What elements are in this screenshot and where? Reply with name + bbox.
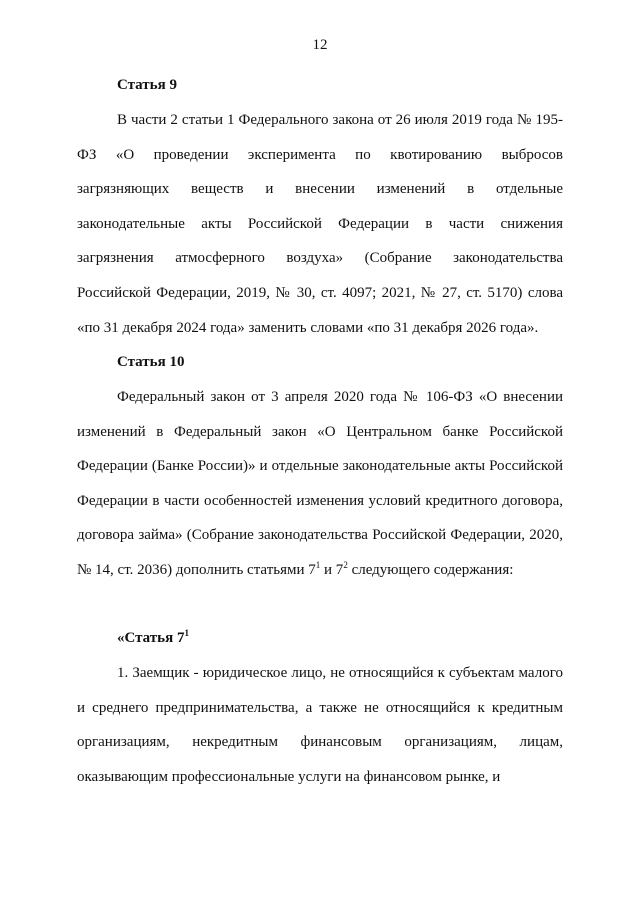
article-10-tail: следующего содержания: bbox=[347, 561, 514, 578]
article-7-1-heading-superscript: 1 bbox=[184, 628, 189, 638]
article-10-conjunction: и 7 bbox=[320, 561, 344, 578]
page-number: 12 bbox=[312, 37, 328, 53]
article-10-heading: Статья 10 bbox=[117, 354, 185, 370]
article-7-1-heading-text: «Статья 7 bbox=[117, 630, 185, 646]
article-7-1-paragraph: 1. Заемщик - юридическое лицо, не относящийся к субъектам малого и среднего предпринимательства, а также не относящийся к кредитным организациям, некредитным финансовым организациям, лицам, оказывающим профессиональные услуги на финансовом рынке, и bbox=[77, 665, 563, 785]
article-9-paragraph: В части 2 статьи 1 Федерального закона от 26 июля 2019 года № 195-ФЗ «О проведении эксперимента по квотированию выбросов загрязняющих веществ и внесении изменений в отдельные законодательные акты Российской Федерации в части снижения загрязнения атмосферного воздуха» (Собрание законодательства Российской Федерации, 2019, № 30, ст. 4097; 2021, № 27, ст. 5170) слова «по 31 декабря 2024 года» заменить словами «по 31 декабря 2026 года». bbox=[77, 112, 563, 336]
article-7-1-heading bbox=[117, 630, 189, 647]
article-7-1-superscript: 1 bbox=[315, 559, 321, 570]
article-10-paragraph bbox=[77, 380, 563, 588]
article-9-heading: Статья 9 bbox=[117, 77, 177, 93]
article-10-text: Федеральный закон от 3 апреля 2020 года № 106-ФЗ «О внесении изменений в Федеральный закон «О Центральном банке Российской Федерации (Банке России)» и отдельные законодательные акты Российской Федерации в части особенностей изменения условий кредитного договора, договора займа» (Собрание законодательства Российской Федерации, 2020, № 14, ст. 2036) дополнить статьями 7 bbox=[77, 389, 563, 578]
article-7-2-superscript: 2 bbox=[343, 559, 348, 570]
